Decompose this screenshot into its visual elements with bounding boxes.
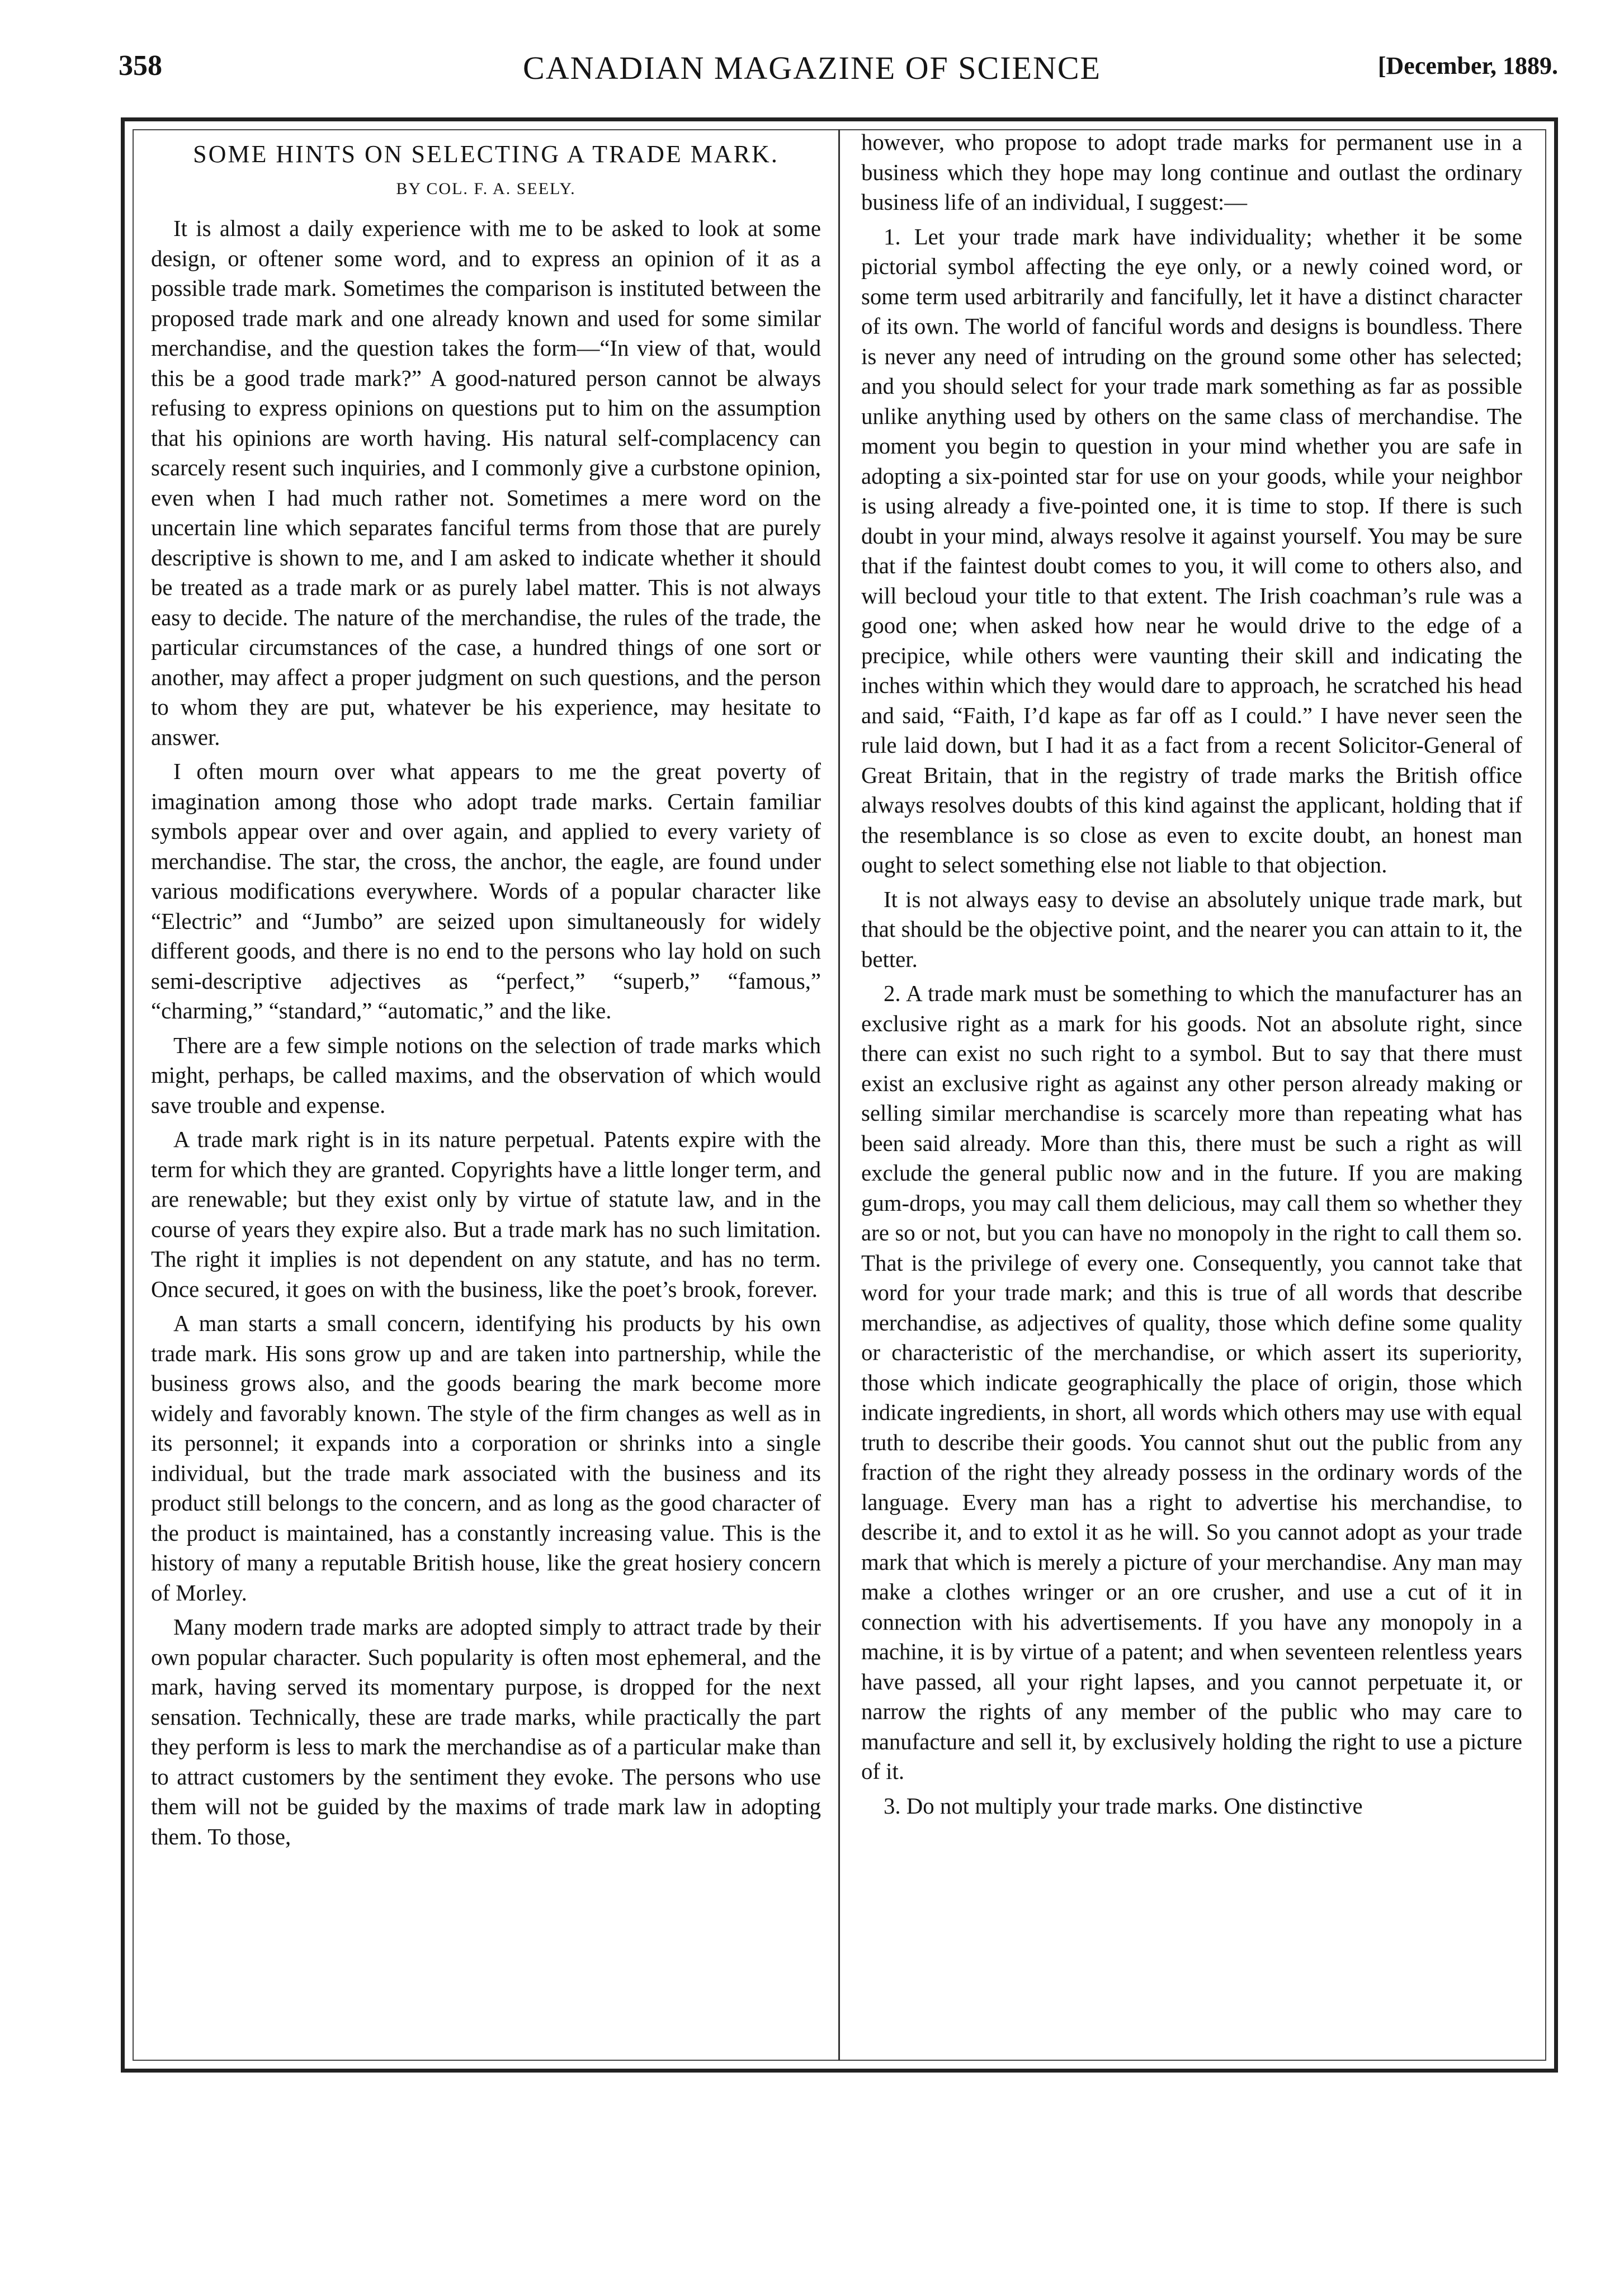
right-column <box>861 128 1522 1825</box>
column-divider <box>838 129 840 2061</box>
article-title: SOME HINTS ON SELECTING A TRADE MARK. <box>193 140 779 168</box>
page-number: 358 <box>119 50 162 82</box>
paragraph: A man starts a small concern, identifying his products by his own trade mark. His sons grow up and are taken into partnership, while the business grows also, and the goods bearing the mark become more widely and favorably known. The style of the firm changes as well as in its personnel; it expands into a corporation or shrinks into a single individual, but the trade mark associated with the business and its product still belongs to the concern, and as long as the good character of the product is maintained, has a constantly increasing value. This is the history of many a reputable British house, like the great hosiery concern of Morley. <box>151 1311 821 1606</box>
paragraph: It is not always easy to devise an absolutely unique trade mark, but that should be the objective point, and the nearer you can attain to it, the better. <box>861 886 1522 972</box>
paragraph-continued: however, who propose to adopt trade marks for permanent use in a business which they hope may long continue and outlast the ordinary business life of an individual, I suggest:— <box>861 130 1522 215</box>
paragraph: There are a few simple notions on the selection of trade marks which might, perhaps, be called maxims, and the observation of which would save trouble and expense. <box>151 1032 821 1118</box>
paragraph: A trade mark right is in its nature perpetual. Patents expire with the term for which they are granted. Copyrights have a little longer term, and are renewable; but they exist only by virtue of statute law, and in the course of years they expire also. But a trade mark has no such limitation. The right it implies is not dependent on any statute, and has no term. Once secured, it goes on with the business, like the poet’s brook, forever. <box>151 1127 821 1302</box>
left-column <box>151 134 821 1856</box>
page-header <box>0 49 1624 100</box>
paragraph: I often mourn over what appears to me the great poverty of imagination among those who adopt trade marks. Certain familiar symbols appear over and over again, and applied to every variety of merchandise. The star, the cross, the anchor, the eagle, are found under various modifications everywhere. Words of a popular character like “Electric” and “Jumbo” are seized upon simultaneously for widely different goods, and there is no end to the persons who lay hold on such semi-descriptive adjectives as “perfect,” “superb,” “famous,” “charming,” “standard,” “automatic,” and the like. <box>151 759 821 1023</box>
paragraph: 3. Do not multiply your trade marks. One distinctive <box>884 1793 1363 1819</box>
paragraph: 2. A trade mark must be something to which the manufacturer has an exclusive right as a mark for his goods. Not an absolute right, since there can exist no such right to a symbol. But to say that there must exist an exclusive right as against any other person already making or selling similar merchandise is scarcely more than repeating what has been said already. More than this, there must be such a right as will exclude the general public now and in the future. If you are making gum-drops, you may call them delicious, may call them so whether they are so or not, but you can have no monopoly in the right to call them so. That is the privilege of every one. Consequently, you cannot take that word for your trade mark; and this is true of all words that describe merchandise, as adjectives of quality, those which define some quality or characteristic of the merchandise, or which assert its superiority, those which indicate geographically the place of origin, those which indicate ingredients, in short, all words which others may use with equal truth to describe their goods. You cannot shut out the public from any fraction of the right they already possess in the ordinary words of the language. Every man has a right to advertise his merchandise, to describe it, and to extol it as he will. So you cannot adopt as your trade mark that which is merely a picture of your merchandise. Any man may make a clothes wringer or an ore crusher, and use a cut of it in connection with his advertisements. If you have any monopoly in a machine, it is by virtue of a patent; and when seventeen relentless years have passed, all your right lapses, and you cannot perpetuate it, or narrow the rights of any member of the public who may care to manufacture and sell it, by exclusively holding the right to use a picture of it. <box>861 981 1522 1784</box>
paragraph: 1. Let your trade mark have individuality; whether it be some pictorial symbol affecting the eye only, or a newly coined word, or some term used arbitrarily and fancifully, let it have a distinct character of its own. The world of fanciful words and designs is boundless. There is never any need of intruding on the ground some other has selected; and you should select for your trade mark something as far as possible unlike anything used by others on the same class of merchandise. The moment you begin to question in your mind whether you are safe in adopting a six-pointed star for use on your goods, while your neighbor is using already a five-pointed one, it is time to stop. If there is such doubt in your mind, always resolve it against yourself. You may be sure that if the faintest doubt comes to you, it will come to others also, and will becloud your title to that extent. The Irish coachman’s rule was a good one; when asked how near he would drive to the edge of a precipice, while others were vaunting their skill and indicating the inches within which they would dare to approach, he scratched his head and said, “Faith, I’d kape as far off as I could.” I have never seen the rule laid down, but I had it as a fact from a recent Solicitor-General of Great Britain, that in the registry of trade marks the British office always resolves doubts of this kind against the applicant, holding that if the resemblance is so close as even to excite doubt, an honest man ought to select something else not liable to that objection. <box>861 224 1522 877</box>
journal-title: CANADIAN MAGAZINE OF SCIENCE <box>523 50 1101 86</box>
issue-date: [December, 1889. <box>1377 52 1558 79</box>
article-byline: BY COL. F. A. SEELY. <box>396 180 576 198</box>
paragraph: It is almost a daily experience with me to be asked to look at some design, or oftener some word, and to express an opinion of it as a possible trade mark. Sometimes the comparison is instituted between the proposed trade mark and one already known and used for some similar merchandise, and the question takes the form—“In view of that, would this be a good trade mark?” A good-natured person cannot be always refusing to express opinions on questions put to him on the assumption that his opinions are worth having. His natural self-complacency can scarcely resent such inquiries, and I commonly give a curbstone opinion, even when I had much rather not. Sometimes a mere word on the uncertain line which separates fanciful terms from those that are purely descriptive is shown to me, and I am asked to indicate whether it should be treated as a trade mark or as purely label matter. This is not always easy to decide. The nature of the merchandise, the rules of the trade, the particular circumstances of the case, a hundred things of one sort or another, may affect a proper judgment on such questions, and the person to whom they are put, whatever be his experience, may hesitate to answer. <box>151 216 821 750</box>
paragraph: Many modern trade marks are adopted simply to attract trade by their own popular character. Such popularity is often most ephemeral, and the mark, having served its momentary purpose, is dropped for the next sensation. Technically, these are trade marks, while practically the part they perform is less to mark the merchandise as of a particular make than to attract customers by the sentiment they evoke. The persons who use them will not be guided by the maxims of trade mark law in adopting them. To those, <box>151 1615 821 1849</box>
